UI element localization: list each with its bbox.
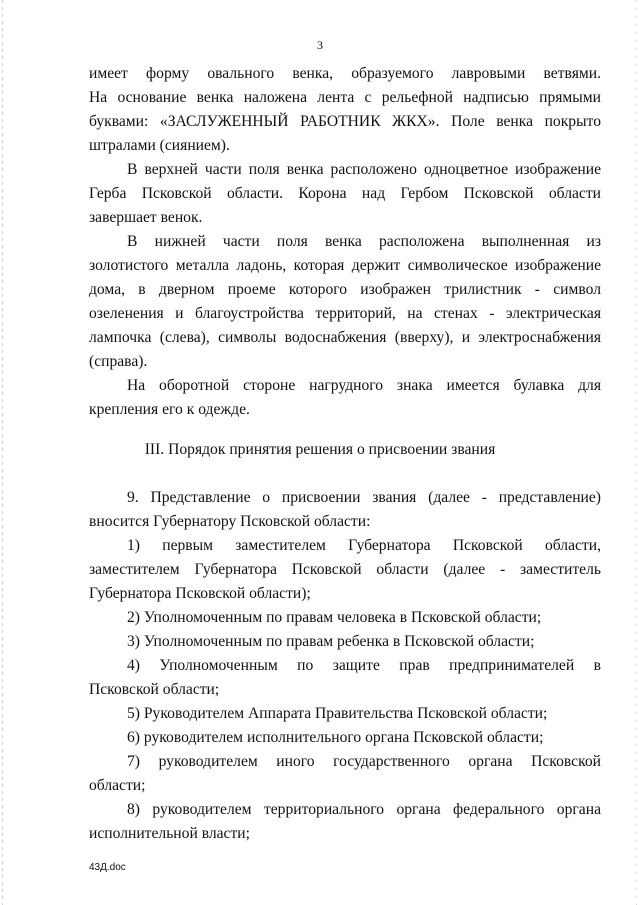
text-line: 7) руководителем иного государственного органа Псковской [127,753,601,770]
text-line: имеет форму овального венка, образуемого лавровыми ветвями. [89,65,601,82]
text-line: дома, в дверном проеме которого изображен трилистник - символ [89,281,601,298]
page-number: 3 [317,38,323,52]
text-line: крепления его к одежде. [89,401,250,418]
text-line: Псковской области; [89,681,220,698]
text-line: В нижней части поля венка расположена выполненная из [127,233,601,250]
text-line: 5) Руководителем Аппарата Правительства Псковской области; [127,705,548,722]
text-line: области; [89,777,146,794]
text-line: (справа). [89,353,148,370]
text-line: Герба Псковской области. Корона над Гербом Псковской области [89,185,601,202]
text-line: 8) руководителем территориального органа федерального органа [127,801,601,818]
text-line: 9. Представление о присвоении звания (далее - представление) [127,489,601,506]
text-line: золотистого металла ладонь, которая держит символическое изображение [89,257,601,274]
text-line: На основание венка наложена лента с рельефной надписью прямыми [89,89,601,106]
text-line: Губернатора Псковской области); [89,585,311,602]
section-heading: III. Порядок принятия решения о присвоении звания [144,441,496,458]
text-line: штралами (сиянием). [89,137,230,154]
text-line: исполнительной власти; [89,825,250,842]
text-line: 2) Уполномоченным по правам человека в Псковской области; [127,609,542,626]
text-line: 1) первым заместителем Губернатора Псковской области, [127,537,601,554]
text-line: вносится Губернатору Псковской области: [89,513,371,530]
text-line: завершает венок. [89,209,203,226]
text-line: лампочка (слева), символы водоснабжения (вверху), и электроснабжения [89,329,601,346]
text-line: 3) Уполномоченным по правам ребенка в Псковской области; [127,633,535,650]
text-line: озеленения и благоустройства территорий, на стенах - электрическая [89,305,601,322]
text-line: 4) Уполномоченным по защите прав предпринимателей в [127,657,601,674]
text-line: буквами: «ЗАСЛУЖЕННЫЙ РАБОТНИК ЖКХ». Поле венка покрыто [89,113,601,130]
footer-filename: 43Д.doc [89,862,126,873]
text-line: 6) руководителем исполнительного органа Псковской области; [127,729,544,746]
text-line: заместителем Губернатора Псковской области (далее - заместитель [89,561,601,578]
text-line: В верхней части поля венка расположено одноцветное изображение [127,161,601,178]
text-line: На оборотной стороне нагрудного знака имеется булавка для [127,377,601,394]
